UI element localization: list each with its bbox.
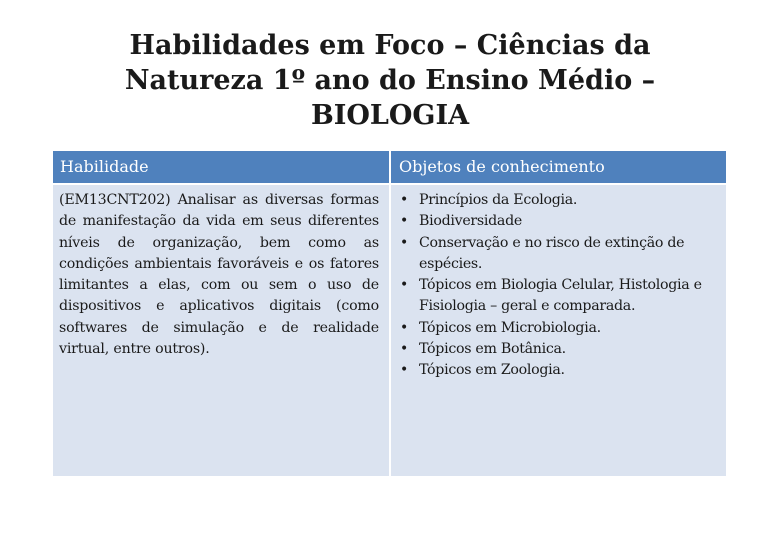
title-line-1: Habilidades em Foco – Ciências da (129, 30, 651, 61)
page-title (40, 28, 740, 133)
bullet-icon: • (400, 277, 408, 294)
list-item: • Conservação e no risco de extinção de espécies. (400, 234, 685, 272)
list-item: • Tópicos em Biologia Celular, Histologia e Fisiologia – geral e comparada. (400, 277, 702, 315)
title-line-2: Natureza 1º ano do Ensino Médio – (124, 65, 656, 96)
objects-cell (391, 185, 726, 476)
objects-list (399, 190, 720, 382)
bullet-icon: • (400, 319, 408, 336)
bullet-icon: • (400, 213, 408, 230)
list-item: • Princípios da Ecologia. (399, 190, 720, 211)
list-item: • Tópicos em Botânica. (399, 339, 720, 360)
header-skill: Habilidade (53, 151, 389, 183)
bullet-icon: • (400, 362, 408, 379)
list-item: • Biodiversidade (399, 211, 720, 232)
list-item: • Tópicos em Zoologia. (399, 360, 720, 381)
skill-cell (53, 185, 389, 476)
title-line-3: BIOLOGIA (310, 100, 470, 131)
list-item: • Tópicos em Microbiologia. (399, 318, 720, 339)
bullet-icon: • (400, 192, 408, 208)
bullet-icon: • (400, 234, 408, 251)
skill-description: (EM13CNT202) Analisar as diversas formas de manifestação da vida em seus diferentes níveis de organização, bem como as condições ambientais favoráveis e os fatores limitantes a elas, com ou sem o uso de dispositivos e aplicativos digitais (como softwares de simulação e de realidade virtual, entre outros). (59, 192, 379, 358)
bullet-icon: • (400, 341, 408, 358)
header-objects: Objetos de conhecimento (391, 151, 726, 183)
